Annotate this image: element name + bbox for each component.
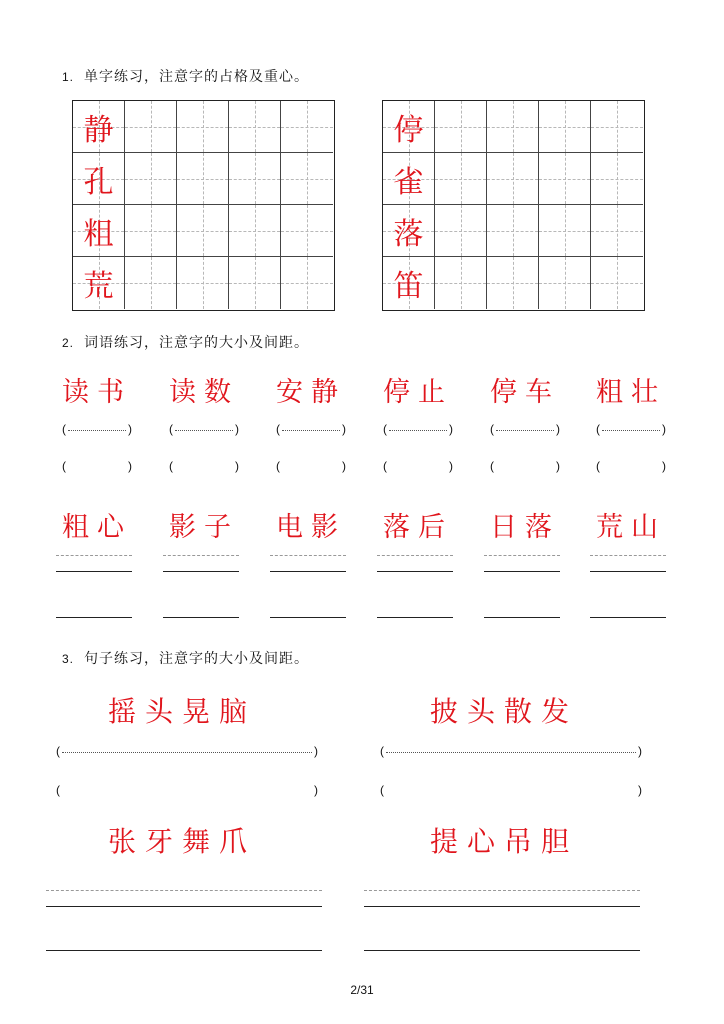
section2-heading — [62, 332, 309, 352]
word-row1: 安静 — [276, 377, 346, 408]
grid-cell — [281, 205, 333, 257]
answer-paren: ( ) — [276, 459, 346, 473]
grid-cell — [229, 257, 281, 309]
grid-cell — [487, 205, 539, 257]
word-row1: 停车 — [490, 377, 560, 408]
grid-cell — [539, 101, 591, 153]
answer-paren: ( ) — [169, 459, 239, 473]
grid-cell — [539, 205, 591, 257]
writing-line — [364, 906, 640, 907]
grid-cell — [383, 205, 435, 257]
model-character: 荒 — [83, 269, 114, 304]
writing-guide-dashed — [364, 890, 640, 891]
section1-heading — [62, 66, 309, 86]
writing-guide-dashed — [46, 890, 322, 891]
grid-cell — [125, 205, 177, 257]
answer-paren-dotted: ( ) — [276, 422, 346, 436]
left-practice-grid — [72, 100, 335, 311]
writing-line — [46, 950, 322, 951]
answer-paren-dotted: ( ) — [380, 744, 642, 758]
grid-cell — [435, 205, 487, 257]
writing-line — [46, 906, 322, 907]
model-character: 落 — [393, 216, 424, 252]
idiom-tixindiaodan: 提心吊胆 — [430, 825, 579, 858]
writing-line — [377, 617, 453, 618]
answer-paren-dotted: ( ) — [169, 422, 239, 436]
page-number: 2/31 — [350, 983, 374, 997]
grid-cell — [591, 101, 643, 153]
writing-line — [56, 617, 132, 618]
grid-cell — [281, 153, 333, 205]
idiom-yaotouhuangnao: 摇头晃脑 — [108, 695, 257, 728]
right-practice-grid — [382, 100, 645, 311]
grid-cell — [487, 101, 539, 153]
word-row2: 粗心 — [62, 512, 132, 543]
answer-paren: ( ) — [383, 459, 453, 473]
word-row2: 落后 — [383, 512, 453, 543]
grid-cell — [229, 153, 281, 205]
grid-cell — [125, 153, 177, 205]
grid-cell — [229, 205, 281, 257]
grid-cell — [177, 205, 229, 257]
model-character: 雀 — [393, 164, 424, 200]
writing-line — [163, 617, 239, 618]
grid-cell — [383, 101, 435, 153]
section3-title: 句子练习，注意字的大小及间距。 — [84, 651, 310, 667]
word-row2: 影子 — [169, 512, 239, 543]
grid-cell — [487, 153, 539, 205]
model-character: 粗 — [83, 216, 114, 252]
grid-cell — [177, 257, 229, 309]
grid-cell — [591, 257, 643, 309]
word-row2: 荒山 — [596, 512, 666, 543]
model-character: 静 — [83, 112, 114, 148]
answer-paren: ( ) — [380, 783, 642, 797]
word-row1: 读书 — [62, 377, 132, 408]
grid-cell — [591, 153, 643, 205]
grid-cell — [177, 101, 229, 153]
grid-cell — [539, 257, 591, 309]
word-row1: 读数 — [169, 377, 239, 408]
model-character: 停 — [393, 112, 424, 148]
idiom-pitousanfa: 披头散发 — [430, 695, 579, 728]
grid-cell — [383, 257, 435, 309]
writing-line — [364, 950, 640, 951]
grid-cell — [73, 153, 125, 205]
grid-cell — [73, 101, 125, 153]
section2-title: 词语练习，注意字的大小及间距。 — [84, 335, 310, 351]
writing-line — [590, 617, 666, 618]
grid-cell — [487, 257, 539, 309]
grid-cell — [281, 101, 333, 153]
model-character: 孔 — [83, 164, 114, 200]
grid-cell — [73, 257, 125, 309]
word-row1: 停止 — [383, 377, 453, 408]
section1-number: 1. — [62, 70, 75, 84]
model-character: 笛 — [393, 269, 424, 304]
grid-cell — [435, 257, 487, 309]
answer-paren-dotted: ( ) — [490, 422, 560, 436]
word-row2: 日落 — [490, 512, 560, 543]
grid-cell — [73, 205, 125, 257]
answer-paren-dotted: ( ) — [383, 422, 453, 436]
answer-paren: ( ) — [596, 459, 666, 473]
writing-line — [270, 617, 346, 618]
section2-number: 2. — [62, 336, 75, 350]
grid-cell — [383, 153, 435, 205]
grid-cell — [539, 153, 591, 205]
section3-number: 3. — [62, 652, 75, 666]
section3-heading — [62, 648, 309, 668]
grid-cell — [435, 153, 487, 205]
grid-cell — [177, 153, 229, 205]
grid-cell — [125, 257, 177, 309]
answer-paren-dotted: ( ) — [62, 422, 132, 436]
answer-paren-dotted: ( ) — [56, 744, 318, 758]
section1-title: 单字练习，注意字的占格及重心。 — [84, 69, 310, 85]
idiom-zhangyawuzhao: 张牙舞爪 — [108, 825, 257, 858]
answer-paren: ( ) — [490, 459, 560, 473]
writing-line — [484, 617, 560, 618]
answer-paren: ( ) — [62, 459, 132, 473]
grid-cell — [125, 101, 177, 153]
word-row1: 粗壮 — [596, 377, 666, 408]
answer-paren: ( ) — [56, 783, 318, 797]
grid-cell — [435, 101, 487, 153]
grid-cell — [229, 101, 281, 153]
grid-cell — [281, 257, 333, 309]
answer-paren-dotted: ( ) — [596, 422, 666, 436]
word-row2: 电影 — [276, 512, 346, 543]
grid-cell — [591, 205, 643, 257]
